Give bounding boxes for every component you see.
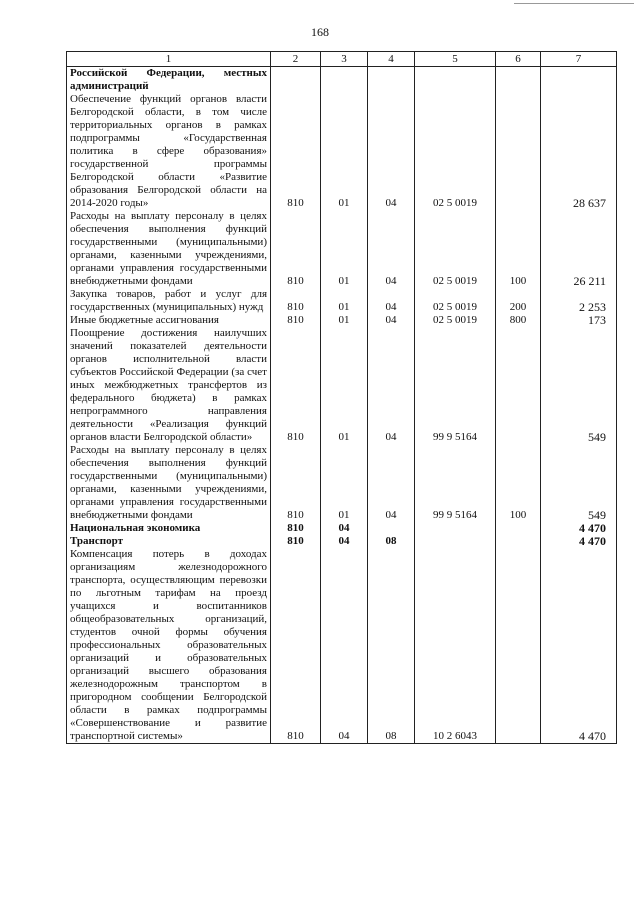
cell-target-article xyxy=(415,67,496,94)
table-row xyxy=(67,548,617,744)
cell-subsection: 08 xyxy=(368,535,415,548)
cell-expense-type xyxy=(496,93,541,210)
cell-admin-code: 810 xyxy=(271,327,321,444)
cell-target-article: 10 2 6043 xyxy=(415,548,496,744)
column-header: 1 xyxy=(67,52,271,67)
cell-subsection: 04 xyxy=(368,210,415,288)
cell-admin-code: 810 xyxy=(271,314,321,327)
cell-amount: 4 470 xyxy=(541,548,617,744)
cell-amount: 26 211 xyxy=(541,210,617,288)
cell-section: 01 xyxy=(321,314,368,327)
cell-expense-type: 800 xyxy=(496,314,541,327)
row-name: Расходы на выплату персоналу в целях обеспечения выполнения функций государственными (муниципальными) органами, казенными учреждениями, органами управления государственными внебюджетными фондами xyxy=(67,444,271,522)
cell-amount: 28 637 xyxy=(541,93,617,210)
page-number: 168 xyxy=(311,25,329,39)
cell-expense-type: 200 xyxy=(496,288,541,314)
cell-expense-type xyxy=(496,535,541,548)
cell-expense-type: 100 xyxy=(496,210,541,288)
cell-expense-type xyxy=(496,522,541,535)
cell-amount: 173 xyxy=(541,314,617,327)
cell-expense-type: 100 xyxy=(496,444,541,522)
cell-section: 04 xyxy=(321,548,368,744)
cell-section: 01 xyxy=(321,210,368,288)
cell-section: 01 xyxy=(321,288,368,314)
row-name: Расходы на выплату персоналу в целях обеспечения выполнения функций государственными (муниципальными) органами, казенными учреждениями, органами управления государственными внебюджетными фондами xyxy=(67,210,271,288)
cell-subsection xyxy=(368,67,415,94)
cell-subsection xyxy=(368,522,415,535)
table-row xyxy=(67,327,617,444)
table-row xyxy=(67,314,617,327)
cell-target-article xyxy=(415,522,496,535)
cell-admin-code: 810 xyxy=(271,93,321,210)
cell-section: 01 xyxy=(321,327,368,444)
table-row xyxy=(67,535,617,548)
header-row xyxy=(67,52,617,67)
cell-section: 04 xyxy=(321,522,368,535)
cell-section: 04 xyxy=(321,535,368,548)
column-header: 6 xyxy=(496,52,541,67)
cell-subsection: 04 xyxy=(368,93,415,210)
table-row xyxy=(67,93,617,210)
column-header: 4 xyxy=(368,52,415,67)
cell-expense-type xyxy=(496,67,541,94)
cell-subsection: 04 xyxy=(368,444,415,522)
table-row xyxy=(67,444,617,522)
cell-target-article xyxy=(415,535,496,548)
table-row xyxy=(67,288,617,314)
cell-amount: 2 253 xyxy=(541,288,617,314)
cell-target-article: 02 5 0019 xyxy=(415,288,496,314)
column-header: 5 xyxy=(415,52,496,67)
cell-subsection: 04 xyxy=(368,314,415,327)
cell-admin-code: 810 xyxy=(271,548,321,744)
cell-admin-code xyxy=(271,67,321,94)
table-row xyxy=(67,522,617,535)
column-header: 3 xyxy=(321,52,368,67)
row-name: Обеспечение функций органов власти Белгородской области, в том числе территориальных органов в рамках подпрограммы «Государственная политика в сфере образования» государственной программы Белгородской области «Развитие образования Белгородской области на 2014-2020 годы» xyxy=(67,93,271,210)
row-name: Поощрение достижения наилучших значений показателей деятельности органов исполнительной власти субъектов Российской Федерации (за счет иных межбюджетных трансфертов из федерального бюджета) в рамках непрограммного направления деятельности «Реализация функций органов власти Белгородской области» xyxy=(67,327,271,444)
table-row xyxy=(67,67,617,94)
cell-section: 01 xyxy=(321,444,368,522)
budget-table xyxy=(66,51,617,744)
cell-subsection: 04 xyxy=(368,288,415,314)
cell-target-article: 02 5 0019 xyxy=(415,93,496,210)
cell-admin-code: 810 xyxy=(271,210,321,288)
row-name: Закупка товаров, работ и услуг для государственных (муниципальных) нужд xyxy=(67,288,271,314)
cell-expense-type xyxy=(496,548,541,744)
cell-target-article: 02 5 0019 xyxy=(415,210,496,288)
row-name: Транспорт xyxy=(67,535,271,548)
top-edge-line xyxy=(514,3,634,4)
cell-admin-code: 810 xyxy=(271,444,321,522)
table-row xyxy=(67,210,617,288)
cell-section: 01 xyxy=(321,93,368,210)
cell-subsection: 04 xyxy=(368,327,415,444)
cell-amount: 4 470 xyxy=(541,535,617,548)
cell-admin-code: 810 xyxy=(271,288,321,314)
cell-amount: 4 470 xyxy=(541,522,617,535)
row-name: Российской Федерации, местных администраций xyxy=(67,67,271,94)
column-header: 7 xyxy=(541,52,617,67)
row-name: Компенсация потерь в доходах организациям железнодорожного транспорта, осуществляющим перевозки по льготным тарифам на проезд учащихся и воспитанников общеобразовательных организаций, студентов очной формы обучения профессиональных образовательных организаций и образовательных организаций высшего образования железнодорожным транспортом в пригородном сообщении Белгородской области в рамках подпрограммы «Совершенствование и развитие транспортной системы» xyxy=(67,548,271,744)
cell-admin-code: 810 xyxy=(271,535,321,548)
cell-target-article: 99 9 5164 xyxy=(415,444,496,522)
row-name: Иные бюджетные ассигнования xyxy=(67,314,271,327)
cell-target-article: 99 9 5164 xyxy=(415,327,496,444)
cell-expense-type xyxy=(496,327,541,444)
column-header: 2 xyxy=(271,52,321,67)
row-name: Национальная экономика xyxy=(67,522,271,535)
cell-target-article: 02 5 0019 xyxy=(415,314,496,327)
cell-amount: 549 xyxy=(541,444,617,522)
cell-section xyxy=(321,67,368,94)
cell-amount: 549 xyxy=(541,327,617,444)
cell-admin-code: 810 xyxy=(271,522,321,535)
budget-table-container xyxy=(66,51,616,744)
cell-subsection: 08 xyxy=(368,548,415,744)
cell-amount xyxy=(541,67,617,94)
